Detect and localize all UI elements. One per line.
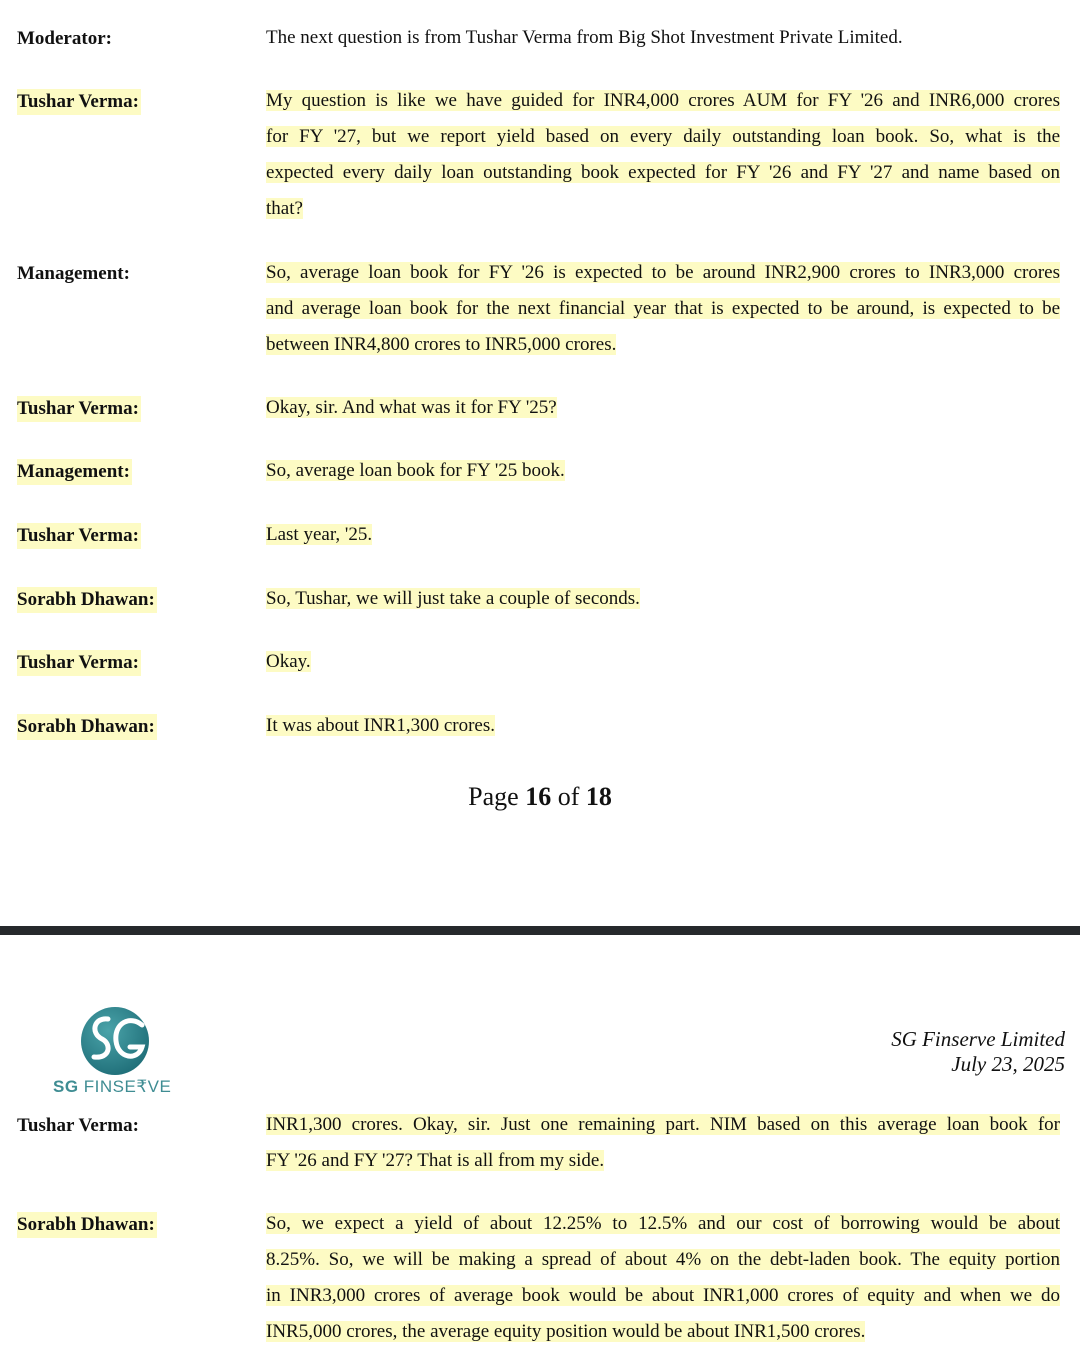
speech-text — [266, 708, 1060, 744]
page-separator — [0, 926, 1080, 935]
page-number-total: 18 — [585, 782, 612, 811]
speech-line: that? — [266, 198, 303, 219]
speech-line: between INR4,800 crores to INR5,000 crores. — [266, 334, 617, 355]
speech-line: and average loan book for the next financial year that is expected to be around, is expected to be — [266, 298, 1060, 319]
page-number-current: 16 — [525, 782, 552, 811]
transcript-page-17 — [0, 935, 1080, 1346]
speech-line: So, we expect a yield of about 12.25% to 12.5% and our cost of borrowing would be about — [266, 1213, 1060, 1234]
speaker-name: Sorabh Dhawan: — [17, 714, 157, 740]
speaker-name: Management: — [17, 263, 130, 284]
speaker-name: Tushar Verma: — [17, 89, 141, 115]
speaker-name: Tushar Verma: — [17, 650, 141, 676]
speech-line: for FY '27, but we report yield based on every daily outstanding loan book. So, what is the — [266, 126, 1060, 147]
company-name: SG Finserve Limited — [891, 1027, 1065, 1051]
speech-line: 8.25%. So, we will be making a spread of about 4% on the debt-laden book. The equity portion — [266, 1249, 1060, 1270]
speaker-name: Sorabh Dhawan: — [17, 587, 157, 613]
speech-text — [266, 453, 1060, 489]
logo-wordmark-rest: FINSE₹VE — [78, 1077, 172, 1096]
logo-wordmark-bold: SG — [53, 1077, 79, 1096]
speech-line: in INR3,000 crores of average book would be about INR1,000 crores of equity and when we do — [266, 1285, 1060, 1306]
speech-text — [266, 517, 1060, 553]
document-date: July 23, 2025 — [951, 1052, 1065, 1076]
speech-text — [266, 83, 1060, 227]
speech-line: INR5,000 crores, the average equity position would be about INR1,500 crores. — [266, 1321, 866, 1342]
speaker-name: Moderator: — [17, 28, 112, 49]
speech-line: So, average loan book for FY '25 book. — [266, 460, 565, 481]
speech-line: FY '26 and FY '27? That is all from my side. — [266, 1150, 605, 1171]
speech-text — [266, 255, 1060, 363]
speech-line: It was about INR1,300 crores. — [266, 715, 496, 736]
document-header — [891, 1027, 1065, 1077]
speech-line: So, Tushar, we will just take a couple of seconds. — [266, 588, 640, 609]
speech-text — [266, 581, 1060, 617]
speech-line: So, average loan book for FY '26 is expected to be around INR2,900 crores to INR3,000 crores — [266, 262, 1060, 283]
speech-text — [266, 20, 1060, 56]
speech-line: INR1,300 crores. Okay, sir. Just one remaining part. NIM based on this average loan book for — [266, 1114, 1060, 1135]
speech-text — [266, 644, 1060, 680]
speech-line: Okay, sir. And what was it for FY '25? — [266, 397, 557, 418]
speech-text — [266, 1107, 1060, 1179]
page-number-of: of — [551, 782, 586, 811]
page-number-prefix: Page — [468, 782, 526, 811]
speech-text — [266, 1206, 1060, 1346]
speaker-name: Management: — [17, 459, 132, 485]
speech-line: Okay. — [266, 651, 311, 672]
speaker-name: Tushar Verma: — [17, 523, 141, 549]
logo-wordmark — [53, 1077, 171, 1097]
speech-line: Last year, '25. — [266, 524, 373, 545]
speaker-name: Sorabh Dhawan: — [17, 1212, 157, 1238]
speech-text — [266, 390, 1060, 426]
speaker-name: Tushar Verma: — [17, 1115, 139, 1136]
page-number — [0, 780, 1080, 814]
speaker-name: Tushar Verma: — [17, 396, 141, 422]
speech-line: expected every daily loan outstanding book expected for FY '26 and FY '27 and name based on — [266, 162, 1060, 183]
speech-line: The next question is from Tushar Verma from Big Shot Investment Private Limited. — [266, 27, 903, 48]
speech-line: My question is like we have guided for INR4,000 crores AUM for FY '26 and INR6,000 crores — [266, 90, 1060, 111]
